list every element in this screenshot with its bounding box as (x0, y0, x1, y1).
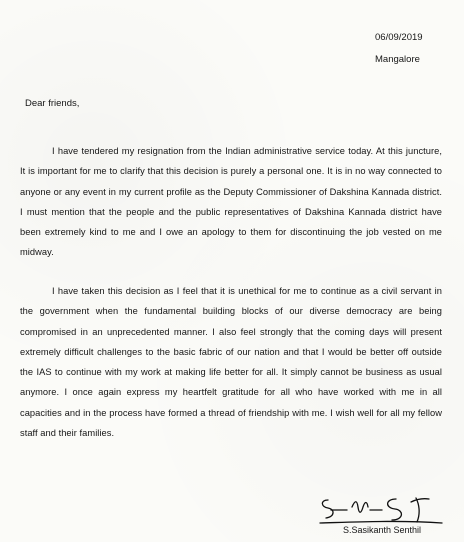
letter-greeting: Dear friends, (25, 98, 80, 109)
letter-date: 06/09/2019 (375, 32, 423, 43)
paragraph-2: I have taken this decision as I feel that it is unethical for me to continue as a civil servant in the government when the fundamental building blocks of our diverse democracy are being compromised in an unprecedented manner. I also feel strongly that the coming days will present extremely difficult challenges to the basic fabric of our nation and that I would be better off outside the IAS to continue with my work at making life better for all. It simply cannot be business as usual anymore. I once again express my heartfelt gratitude for all who have worked with me in all capacities and in the process have formed a thread of friendship with me. I wish well for all my fellow staff and their families. (20, 286, 442, 439)
letter-place: Mangalore (375, 54, 420, 65)
paragraph-1: I have tendered my resignation from the Indian administrative service today. At this juncture, It is important for me to clarify that this decision is purely a personal one. It is in no way connected to anyone or any event in my current profile as the Deputy Commissioner of Dakshina Kannada district. I must mention that the people and the public representatives of Dakshina Kannada district have been extremely kind to me and I owe an apology to them for discontinuing the job vested on me midway. (20, 146, 442, 258)
handwritten-signature (318, 492, 446, 526)
signer-name: S.Sasikanth Senthil (343, 525, 422, 535)
